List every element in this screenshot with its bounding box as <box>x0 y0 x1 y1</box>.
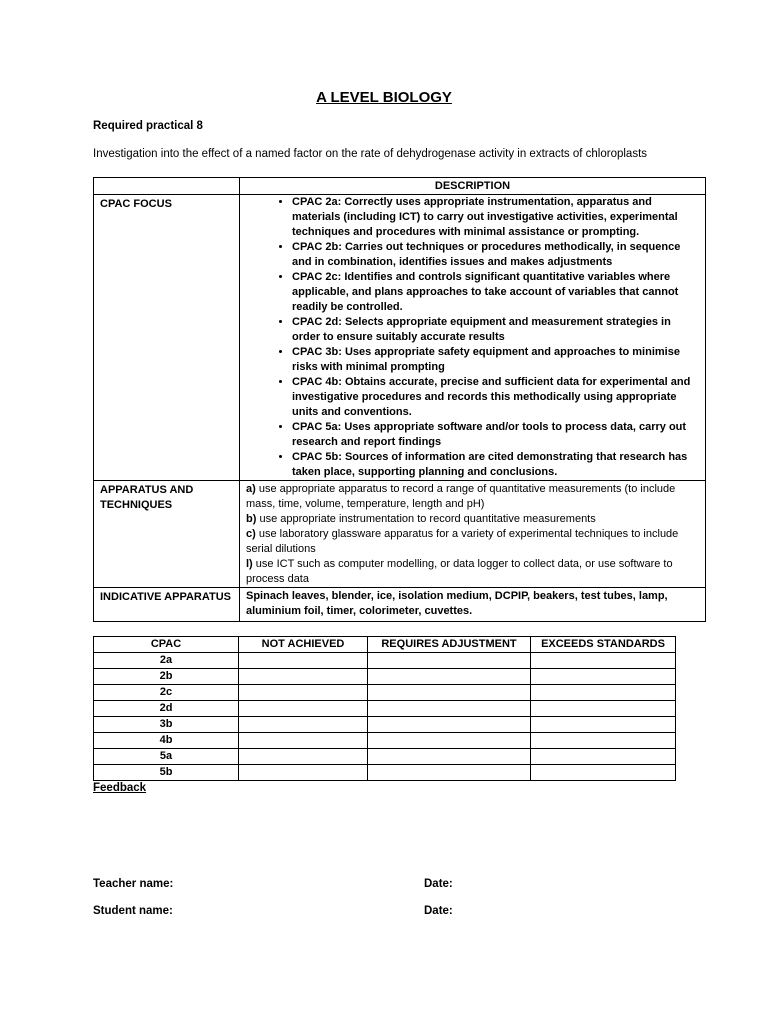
apparatus-text: use laboratory glassware apparatus for a variety of experimental techniques to include serial dilutions <box>246 528 679 555</box>
cpac-grading-table <box>93 636 676 781</box>
exceeds-standards-column-header: EXCEEDS STANDARDS <box>531 637 676 653</box>
list-item: • CPAC 2d: Selects appropriate equipment and measurement strategies in order to ensure suitably accurate results <box>292 315 701 345</box>
table-row <box>94 733 676 749</box>
cpac-description-table <box>93 177 706 622</box>
teacher-name-label: Teacher name: <box>93 878 174 890</box>
apparatus-key: a) <box>246 483 256 495</box>
grade-cell[interactable] <box>531 765 676 781</box>
list-item: • CPAC 4b: Obtains accurate, precise and sufficient data for experimental and investigative procedures and records this methodically using appropriate units and conventions. <box>292 375 701 420</box>
grade-cell[interactable] <box>531 717 676 733</box>
apparatus-text: use appropriate instrumentation to record quantitative measurements <box>256 513 596 525</box>
table-row <box>94 685 676 701</box>
table-row <box>94 653 676 669</box>
cpac-code: 2b <box>94 669 239 685</box>
apparatus-text: use ICT such as computer modelling, or data logger to collect data, or use software to process data <box>246 558 673 585</box>
description-header: DESCRIPTION <box>240 178 706 195</box>
apparatus-key: c) <box>246 528 256 540</box>
apparatus-label: APPARATUS AND TECHNIQUES <box>94 481 240 588</box>
cpac-code: 2c <box>94 685 239 701</box>
apparatus-text: use appropriate apparatus to record a range of quantitative measurements (to include mass, time, volume, temperature, length and pH) <box>246 483 676 510</box>
practical-subtitle: Required practical 8 <box>93 120 203 132</box>
apparatus-key: l) <box>246 558 253 570</box>
grade-cell[interactable] <box>531 701 676 717</box>
cpac-focus-cell <box>240 195 706 481</box>
grade-cell[interactable] <box>368 717 531 733</box>
grade-cell[interactable] <box>368 749 531 765</box>
grade-cell[interactable] <box>368 653 531 669</box>
list-item: • CPAC 3b: Uses appropriate safety equipment and approaches to minimise risks with minimal prompting <box>292 345 701 375</box>
list-item: • CPAC 2c: Identifies and controls significant quantitative variables where applicable, and plans approaches to take account of variables that cannot readily be controlled. <box>292 270 701 315</box>
apparatus-item <box>246 482 701 512</box>
student-date-label: Date: <box>424 905 453 917</box>
grade-cell[interactable] <box>531 749 676 765</box>
grade-cell[interactable] <box>368 701 531 717</box>
practical-intro: Investigation into the effect of a named factor on the rate of dehydrogenase activity in extracts of chloroplasts <box>93 148 648 160</box>
feedback-heading: Feedback <box>93 782 147 794</box>
not-achieved-column-header: NOT ACHIEVED <box>239 637 368 653</box>
grade-cell[interactable] <box>531 685 676 701</box>
cpac-code: 4b <box>94 733 239 749</box>
grading-header-row <box>94 637 676 653</box>
apparatus-item <box>246 527 701 557</box>
grade-cell[interactable] <box>239 653 368 669</box>
cpac-focus-row <box>94 195 706 481</box>
table-row <box>94 701 676 717</box>
grade-cell[interactable] <box>368 685 531 701</box>
apparatus-cell <box>240 481 706 588</box>
table-row <box>94 749 676 765</box>
list-item: • CPAC 2a: Correctly uses appropriate instrumentation, apparatus and materials (including ICT) to carry out investigative activities, experimental techniques and procedures with minimal assistance or prompting. <box>292 195 701 240</box>
grade-cell[interactable] <box>239 669 368 685</box>
indicative-apparatus-text: Spinach leaves, blender, ice, isolation medium, DCPIP, beakers, test tubes, lamp, aluminium foil, timer, colorimeter, cuvettes. <box>240 588 706 622</box>
table-row <box>94 765 676 781</box>
apparatus-key: b) <box>246 513 257 525</box>
indicative-apparatus-row <box>94 588 706 622</box>
list-item: • CPAC 5a: Uses appropriate software and/or tools to process data, carry out research and report findings <box>292 420 701 450</box>
grade-cell[interactable] <box>531 669 676 685</box>
grade-cell[interactable] <box>368 765 531 781</box>
grade-cell[interactable] <box>239 749 368 765</box>
indicative-apparatus-label: INDICATIVE APPARATUS <box>94 588 240 622</box>
table-row <box>94 717 676 733</box>
grade-cell[interactable] <box>368 669 531 685</box>
header-empty-cell <box>94 178 240 195</box>
list-item: • CPAC 5b: Sources of information are cited demonstrating that research has taken place, supporting planning and conclusions. <box>292 450 701 480</box>
grade-cell[interactable] <box>531 733 676 749</box>
cpac-code: 3b <box>94 717 239 733</box>
cpac-focus-list <box>240 195 705 480</box>
cpac-column-header: CPAC <box>94 637 239 653</box>
apparatus-item <box>246 512 701 527</box>
grade-cell[interactable] <box>239 733 368 749</box>
grade-cell[interactable] <box>368 733 531 749</box>
table-header-row <box>94 178 706 195</box>
grade-cell[interactable] <box>239 685 368 701</box>
apparatus-item <box>246 557 701 587</box>
cpac-code: 5b <box>94 765 239 781</box>
apparatus-row <box>94 481 706 588</box>
cpac-code: 5a <box>94 749 239 765</box>
grade-cell[interactable] <box>239 717 368 733</box>
teacher-date-label: Date: <box>424 878 453 890</box>
grade-cell[interactable] <box>531 653 676 669</box>
grade-cell[interactable] <box>239 701 368 717</box>
list-item: • CPAC 2b: Carries out techniques or procedures methodically, in sequence and in combination, identifies issues and makes adjustments <box>292 240 701 270</box>
grade-cell[interactable] <box>239 765 368 781</box>
student-name-label: Student name: <box>93 905 173 917</box>
page-title: A LEVEL BIOLOGY <box>316 89 452 106</box>
cpac-focus-label: CPAC FOCUS <box>94 195 240 481</box>
cpac-code: 2d <box>94 701 239 717</box>
requires-adjustment-column-header: REQUIRES ADJUSTMENT <box>368 637 531 653</box>
cpac-code: 2a <box>94 653 239 669</box>
table-row <box>94 669 676 685</box>
